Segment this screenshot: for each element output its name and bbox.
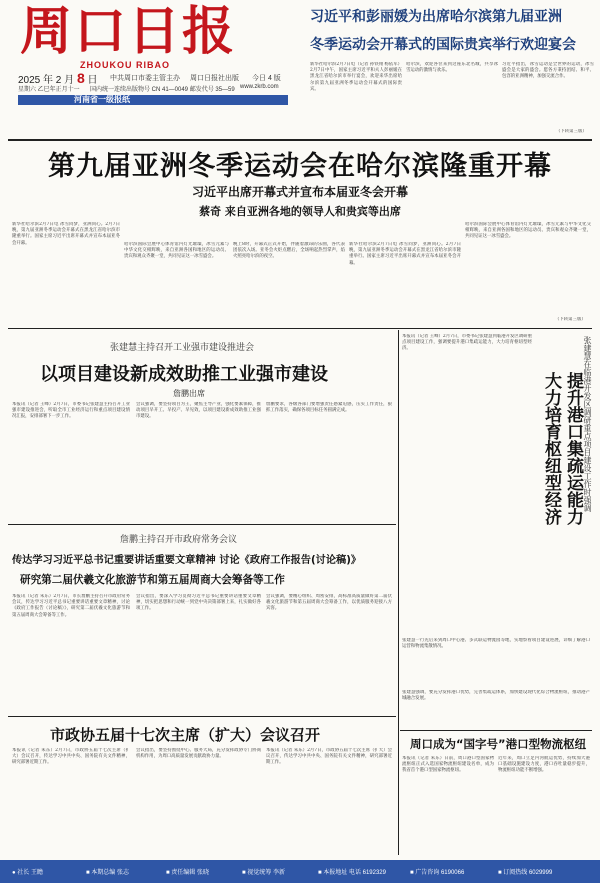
port-col-2: 张建慧一行先后来到周口中心港、多式联运物流园等地，实地察看项目建设进展，详细了解港口运营和物流集散情况。 [402, 638, 590, 650]
column-divider [398, 330, 399, 855]
issue-date: 2025 年 2 月 8 日 [18, 70, 98, 86]
divider [8, 524, 396, 525]
divider [400, 730, 592, 731]
sponsor-line: 中共周口市委主管主办 [110, 75, 180, 82]
project-col-1: 本报讯（记者 王峰）2月7日，市委书记张建慧主持召开工业强市建设推进会，听取全市工业经济运行和重点项目建设情况汇报，安排部署下一步工作。 [12, 402, 130, 420]
divider [8, 716, 396, 717]
lead-col-4: 新华社哈尔滨2月7日电 冰雪同梦，亚洲同心。2月7日晚，第九届亚洲冬季运动会开幕式在黑龙江省哈尔滨市隆重举行。国家主席习近平出席开幕式并宣布本届亚冬会开幕。 [349, 242, 461, 266]
government-col-2: 会议指出，要深入学习贯彻习近平总书记重要讲话重要文章精神，切实把思想和行动统一到党中央决策部署上来，扎实做好各项工作。 [136, 594, 261, 612]
port-headline [540, 372, 584, 622]
newspaper-grade-tag: 河南省一级报纸 [70, 95, 134, 105]
project-col-3: 詹鹏要求，各级各部门要增强责任感紧迫感，压实工作责任，狠抓工作落实，确保各项目标任务圆满完成。 [266, 402, 392, 414]
port-headline-1: 提升港口集疏运能力 [563, 372, 583, 525]
top-story-headline-1: 习近平和彭丽媛为出席哈尔滨第九届亚洲 [310, 9, 562, 25]
masthead-pinyin: ZHOUKOU RIBAO [80, 60, 170, 70]
top-story-col-2: 哈尔滨，欢迎各位来到这座东北名城，共享冰雪运动的激情与欢乐。 [406, 62, 498, 74]
project-col-2: 会议强调，要坚持项目为王，聚焦主导产业，强化要素保障，推动项目早开工、早投产、早见效，以项目建设新成效助推工业强市建设。 [136, 402, 261, 420]
port-col-3: 张建慧强调，要充分发挥港口优势，完善集疏运体系，加快建设现代化综合物流枢纽，推动港产城融合发展。 [402, 690, 590, 702]
guozi-col-1: 本报讯（记者 朱东）日前，周口港口型国家物流枢纽正式入选国家物流枢纽建设名单，成为我省首个港口型国家物流枢纽。 [402, 756, 494, 774]
lead-col-1: 新华社哈尔滨2月7日电 冰雪同梦，亚洲同心。2月7日晚，第九届亚洲冬季运动会开幕式在黑龙江省哈尔滨市隆重举行。国家主席习近平出席开幕式并宣布本届亚冬会开幕。 [12, 222, 120, 246]
port-kicker: 张建慧在临港开发区调研重点项目建设工作时强调 [583, 336, 592, 512]
footer-item: ■ 本报地址 电话 6192329 [318, 870, 386, 876]
lead-col-3: 晚上8时，开幕式正式开始，伴随着激昂的乐曲，各代表团依次入场。亚冬会火炬点燃后，全场响起热烈掌声，焰火照亮哈尔滨的夜空。 [233, 242, 345, 260]
page-count: 今日 4 版 [252, 75, 281, 82]
cppcc-col-2: 会议指出，要坚持围绕中心、服务大局，充分发挥政协专门协商机构作用，为周口高质量发展贡献政协力量。 [136, 748, 261, 760]
publication-codes: 国内统一连续出版物号 CN 41—0049 邮发代号 35—59 [90, 87, 235, 93]
masthead-title: 周口日报 [20, 1, 237, 62]
website: www.zkrb.com [240, 84, 279, 90]
government-headline-1: 传达学习习近平总书记重要讲话重要文章精神 讨论《政府工作报告(讨论稿)》 [12, 555, 362, 566]
footer-item: ■ 本期总编 张志 [86, 870, 129, 876]
port-headline-2: 大力培育枢纽型经济 [541, 372, 561, 525]
government-headline-2: 研究第二届伏羲文化旅游节和第五届周商大会筹备等工作 [20, 574, 285, 586]
project-byline: 詹鹏出席 [173, 389, 205, 398]
weekday-line: 星期六 乙巳年正月十一 [18, 87, 80, 93]
lead-col-2: 哈尔滨国际会展中心体育馆内灯光璀璨，冰雪元素与中华文化交相辉映，来自亚洲各国和地区的运动员、贵宾和观众齐聚一堂，共同见证这一冰雪盛会。 [124, 242, 229, 260]
project-headline: 以项目建设新成效助推工业强市建设 [40, 364, 328, 385]
footer-item: ● 社长 王瞻 [12, 870, 43, 876]
government-col-3: 会议强调，要精心组织、周密安排，高标准高质量做好第二届伏羲文化旅游节和第五届周商大会筹备工作，以优质服务迎接八方宾客。 [266, 594, 392, 612]
footer-item: ■ 订阅热线 6029999 [498, 870, 553, 876]
lead-continued: （下转第三版） [555, 317, 586, 322]
top-story-col-3: 习近平指出，冰雪运动是全世界的运动，冰雪盛会是大家的盛会。愿各方秉持团结、和平、包容的亚洲精神，加强交流合作。 [502, 62, 594, 80]
footer-item: ■ 广告咨询 6190066 [410, 870, 465, 876]
guozi-headline: 周口成为“国字号”港口型物流枢纽 [410, 737, 587, 751]
publisher-line: 周口日报社出版 [190, 75, 239, 82]
cppcc-col-1: 本报讯（记者 朱东）2月7日，市政协五届十七次主席（扩大）会议召开，传达学习中共中央、国务院有关文件精神，研究部署近期工作。 [12, 748, 130, 766]
divider [8, 139, 592, 141]
government-kicker: 詹鹏主持召开市政府常务会议 [120, 535, 238, 545]
lead-col-5: 哈尔滨国际会展中心体育馆内灯光璀璨，冰雪元素与中华文化交相辉映，来自亚洲各国和地区的运动员、贵宾和观众齐聚一堂，共同见证这一冰雪盛会。 [465, 222, 591, 240]
footer-item: ■ 责任编辑 张晓 [166, 870, 209, 876]
top-story-col-1: 新华社哈尔滨2月7日电（记者 孙铁翔 杨依军）2月7日中午，国家主席习近平和夫人彭丽媛在黑龙江省哈尔滨市举行宴会，欢迎来华出席哈尔滨第九届亚洲冬季运动会开幕式的国际贵宾。 [310, 62, 402, 92]
top-story-headline-2: 冬季运动会开幕式的国际贵宾举行欢迎宴会 [310, 37, 576, 53]
top-story-continued: （下转第三版） [556, 129, 587, 134]
divider [8, 328, 592, 329]
project-kicker: 张建慧主持召开工业强市建设推进会 [110, 343, 255, 353]
guozi-col-2: 近年来，周口立足内河航运优势，持续加大港口基础设施建设力度，港口吞吐量稳步提升，物流枢纽功能不断增强。 [498, 756, 590, 774]
cppcc-headline: 市政协五届十七次主席（扩大）会议召开 [50, 726, 321, 744]
lead-headline: 第九届亚洲冬季运动会在哈尔滨隆重开幕 [48, 151, 552, 182]
footer-item: ■ 视觉统筹 李新 [242, 870, 285, 876]
lead-subhead-1: 习近平出席开幕式并宣布本届亚冬会开幕 [191, 185, 408, 199]
port-col-1: 本报讯（记者 王峰）2月7日，市委书记张建慧到临港开发区调研重点项目建设工作，强调要提升港口集疏运能力，大力培育枢纽型经济。 [402, 334, 532, 352]
cppcc-col-3: 本报讯（记者 朱东）2月7日，市政协五届十七次主席（扩大）会议召开，传达学习中共中央、国务院有关文件精神，研究部署近期工作。 [266, 748, 392, 766]
government-col-1: 本报讯（记者 朱东）2月7日，市长詹鹏主持召开市政府常务会议，传达学习习近平总书记重要讲话重要文章精神，讨论《政府工作报告（讨论稿）》，研究第二届伏羲文化旅游节和第五届周商大会筹备等工作。 [12, 594, 130, 618]
lead-subhead-2: 蔡奇 来自亚洲各地的领导人和贵宾等出席 [199, 205, 401, 218]
tag-bar [18, 95, 288, 105]
